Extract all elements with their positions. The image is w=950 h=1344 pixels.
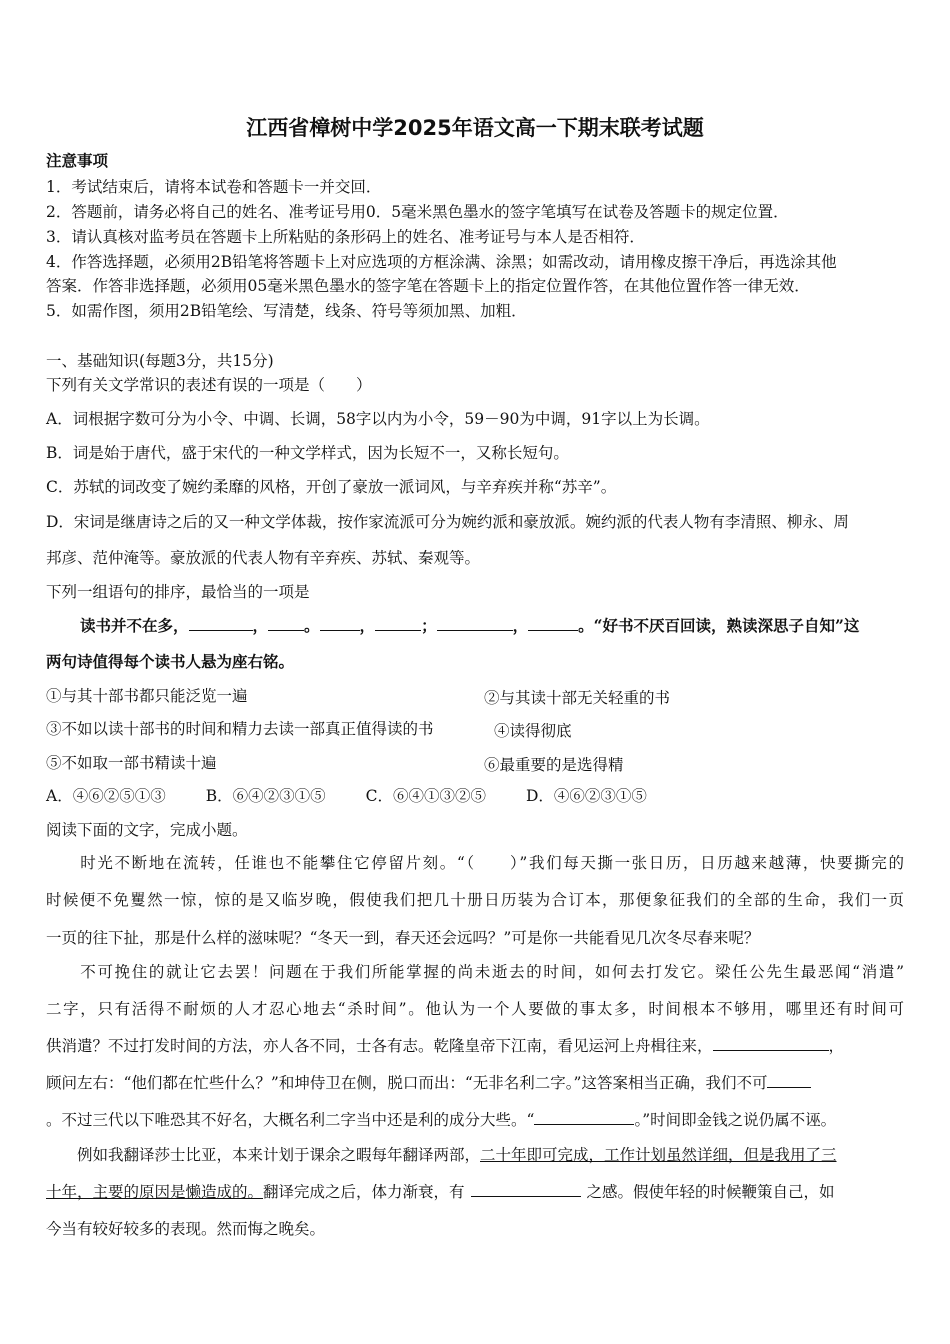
reading-p3-text: 翻译完成之后，体力渐衰，有 xyxy=(263,1183,465,1201)
q2-passage-line2: 两句诗值得每个读书人悬为座右铭。 xyxy=(46,652,295,671)
q2-punct: ； xyxy=(421,616,437,635)
q2-item-6: ⑥最重要的是选得精 xyxy=(484,756,624,774)
reading-p2-text: 。不过三代以下唯恐其不好名，大概名利二字当中还是利的成分大些。“ xyxy=(46,1111,535,1129)
reading-punct: ， xyxy=(828,1037,845,1055)
q2-choice-b: B．⑥④②③①⑤ xyxy=(205,787,326,805)
reading-blank-3 xyxy=(534,1110,634,1125)
q1-option-d: D．宋词是继唐诗之后的又一种文学体裁，按作家流派可分为婉约派和豪放派。婉约派的代表人物有李清照、柳永、周 xyxy=(46,513,849,531)
q2-item-3: ③不如以读十部书的时间和精力去读一部真正值得读的书 xyxy=(46,720,434,738)
note-item-3: 3．请认真核对监考员在答题卡上所粘贴的条形码上的姓名、准考证号与本人是否相符． xyxy=(46,228,645,246)
q2-punct: 。 xyxy=(304,616,320,635)
reading-p2-line-4 xyxy=(46,1073,811,1093)
q1-option-c: C．苏轼的词改变了婉约柔靡的风格，开创了豪放一派词风，与辛弃疾并称“苏辛”。 xyxy=(46,478,617,496)
q2-item-4: ④读得彻底 xyxy=(494,722,572,740)
q2-passage xyxy=(80,616,859,636)
page-title: 江西省樟树中学2025年语文高一下期末联考试题 xyxy=(246,116,704,140)
q2-punct: ， xyxy=(252,616,269,635)
q1-option-b: B．词是始于唐代，盛于宋代的一种文学样式，因为长短不一，又称长短句。 xyxy=(46,444,569,462)
q1-option-d-cont: 邦彦、范仲淹等。豪放派的代表人物有辛弃疾、苏轼、秦观等。 xyxy=(46,549,481,567)
q1-stem: 下列有关文学常识的表述有误的一项是（ ） xyxy=(46,376,372,394)
note-item-4: 4．作答选择题，必须用2B铅笔将答题卡上对应选项的方框涂满、涂黑；如需改动，请用橡皮擦干净后，再选涂其他 xyxy=(46,253,837,271)
reading-blank-4 xyxy=(471,1182,581,1197)
reading-underlined-sentence: 二十年即可完成，工作计划虽然详细，但是我用了三 xyxy=(480,1146,837,1164)
q2-blank-5 xyxy=(437,616,513,631)
reading-p3-text: 之感。假使年轻的时候鞭策自己，如 xyxy=(586,1183,835,1201)
q2-choices xyxy=(46,786,687,806)
q2-punct: ， xyxy=(512,616,529,635)
reading-p2-text: 。”时间即金钱之说仍属不诬。 xyxy=(634,1111,837,1129)
q2-item-5: ⑤不如取一部书精读十遍 xyxy=(46,754,217,772)
q2-item-2: ②与其读十部无关轻重的书 xyxy=(484,689,671,707)
reading-p3-line-3: 今当有较好较多的表现。然而悔之晚矣。 xyxy=(46,1220,326,1238)
q2-item-1: ①与其十部书都只能泛览一遍 xyxy=(46,687,248,705)
q2-blank-2 xyxy=(268,616,304,631)
reading-p2-line-1: 不可挽住的就让它去罢！问题在于我们所能掌握的尚未逝去的时间，如何去打发它。梁任公先生最恶闻“消遣” xyxy=(46,963,904,981)
note-item-5: 5．如需作图，须用2B铅笔绘、写清楚，线条、符号等须加黑、加粗． xyxy=(46,302,527,320)
note-item-2: 2．答题前，请务必将自己的姓名、准考证号用0．5毫米黑色墨水的签字笔填写在试卷及答题卡的规定位置． xyxy=(46,203,789,221)
reading-p2-line-2: 二字，只有活得不耐烦的人才忍心地去“杀时间”。他认为一个人要做的事太多，时间根本不够用，哪里还有时间可 xyxy=(46,1000,904,1018)
notes-heading: 注意事项 xyxy=(46,151,109,170)
note-item-1: 1．考试结束后，请将本试卷和答题卡一并交回． xyxy=(46,178,382,196)
reading-p3-text: 例如我翻译莎士比亚，本来计划于课余之暇每年翻译两部， xyxy=(46,1146,481,1164)
q2-choice-d: D．④⑥②③①⑤ xyxy=(525,787,647,805)
q2-blank-3 xyxy=(320,616,360,631)
reading-blank-2 xyxy=(767,1073,811,1088)
reading-p2-text: 供消遣？不过打发时间的方法，亦人各不同，士各有志。乾隆皇帝下江南，看见运河上舟楫往来， xyxy=(46,1037,713,1055)
q1-option-a: A．词根据字数可分为小令、中调、长调，58字以内为小令，59－90为中调，91字以上为长调。 xyxy=(46,410,710,428)
reading-blank-1 xyxy=(713,1036,829,1051)
q2-choice-c: C．⑥④①③②⑤ xyxy=(365,787,486,805)
q2-passage-start: 读书并不在多， xyxy=(80,616,189,635)
reading-p3-line-1 xyxy=(46,1145,837,1165)
reading-underlined-sentence: 十年，主要的原因是懒造成的。 xyxy=(46,1183,264,1201)
reading-p3-line-2 xyxy=(46,1182,835,1202)
reading-p2-line-3 xyxy=(46,1036,844,1056)
q2-stem: 下列一组语句的排序，最恰当的一项是 xyxy=(46,583,310,601)
note-item-4-cont: 答案．作答非选择题，必须用05毫米黑色墨水的签字笔在答题卡上的指定位置作答，在其他位置作答一律无效． xyxy=(46,277,810,295)
section-heading: 一、基础知识(每题3分，共15分) xyxy=(46,352,274,370)
reading-p1-line-3: 一页的往下扯，那是什么样的滋味呢？“冬天一到，春天还会远吗？”可是你一共能看见几次冬尽春来呢？ xyxy=(46,929,760,947)
reading-p1-line-1: 时光不断地在流转，任谁也不能攀住它停留片刻。“（ ）”我们每天撕一张日历，日历越来越薄，快要撕完的 xyxy=(46,854,904,872)
q2-passage-end: 。“好书不厌百回读，熟读深思子自知”这 xyxy=(578,616,860,635)
q2-choice-a: A．④⑥②⑤①③ xyxy=(46,787,166,805)
reading-p2-line-5 xyxy=(46,1110,836,1130)
q2-blank-4 xyxy=(375,616,421,631)
q2-blank-6 xyxy=(528,616,578,631)
reading-p1-line-2: 时候便不免矍然一惊，惊的是又临岁晚，假使我们把几十册日历装为合订本，那便象征我们的全部的生命，我们一页 xyxy=(46,891,904,909)
reading-p2-text: 顾问左右：“他们都在忙些什么？”和坤侍卫在侧，脱口而出：“无非名利二字。”这答案相当正确，我们不可 xyxy=(46,1074,768,1092)
q2-blank-1 xyxy=(189,616,253,631)
q2-punct: ， xyxy=(359,616,376,635)
reading-intro: 阅读下面的文字，完成小题。 xyxy=(46,821,248,839)
